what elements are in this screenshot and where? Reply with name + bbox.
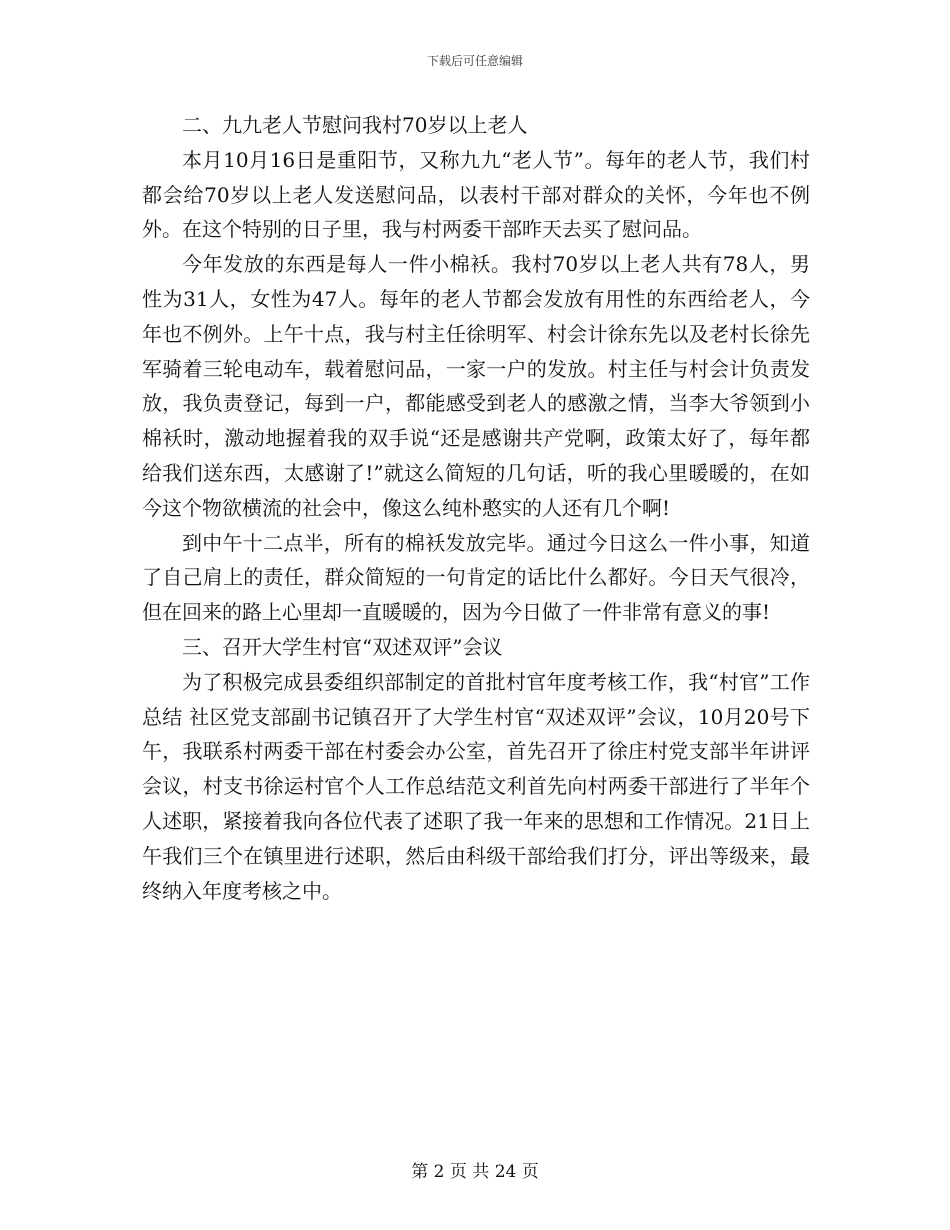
page-number-footer: 第 2 页 共 24 页 xyxy=(411,1162,539,1182)
body-paragraph: 为了积极完成县委组织部制定的首批村官年度考核工作，我“村官”工作总结 社区党支部副书记镇召开了大学生村官“双述双评”会议，10月20号下午，我联系村两委干部在村委会办公室，首先召开了徐庄村党支部半年讲评会议，村支书徐运村官个人工作总结范文利首先向村两委干部进行了半年个人述职，紧接着我向各位代表了述职了我一年来的思想和工作情况。21日上午我们三个在镇里进行述职，然后由科级干部给我们打分，评出等级来，最终纳入年度考核之中。 xyxy=(142,669,810,903)
section-heading-3: 三、召开大学生村官“双述双评”会议 xyxy=(182,634,503,659)
body-paragraph: 今年发放的东西是每人一件小棉袄。我村70岁以上老人共有78人，男性为31人，女性为47人。每年的老人节都会发放有用性的东西给老人，今年也不例外。上午十点，我与村主任徐明军、村会计徐东先以及老村长徐先军骑着三轮电动车，载着慰问品，一家一户的发放。村主任与村会计负责发放，我负责登记，每到一户，都能感受到老人的感激之情，当李大爷领到小棉袄时，激动地握着我的双手说“还是感谢共产党啊，政策太好了，每年都给我们送东西，太感谢了!”就这么简短的几句话，听的我心里暖暖的，在如今这个物欲横流的社会中，像这么纯朴憨实的人还有几个啊! xyxy=(142,252,810,520)
body-paragraph: 本月10月16日是重阳节，又称九九“老人节”。每年的老人节，我们村都会给70岁以上老人发送慰问品，以表村干部对群众的关怀，今年也不例外。在这个特别的日子里，我与村两委干部昨天去买了慰问品。 xyxy=(142,147,810,242)
body-paragraph: 到中午十二点半，所有的棉袄发放完毕。通过今日这么一件小事，知道了自己肩上的责任，群众简短的一句肯定的话比什么都好。今日天气很冷，但在回来的路上心里却一直暖暖的，因为今日做了一件非常有意义的事! xyxy=(142,530,810,625)
document-body xyxy=(142,108,810,908)
header-note: 下载后可任意编辑 xyxy=(426,54,523,68)
section-heading-2: 二、九九老人节慰问我村70岁以上老人 xyxy=(182,113,528,137)
